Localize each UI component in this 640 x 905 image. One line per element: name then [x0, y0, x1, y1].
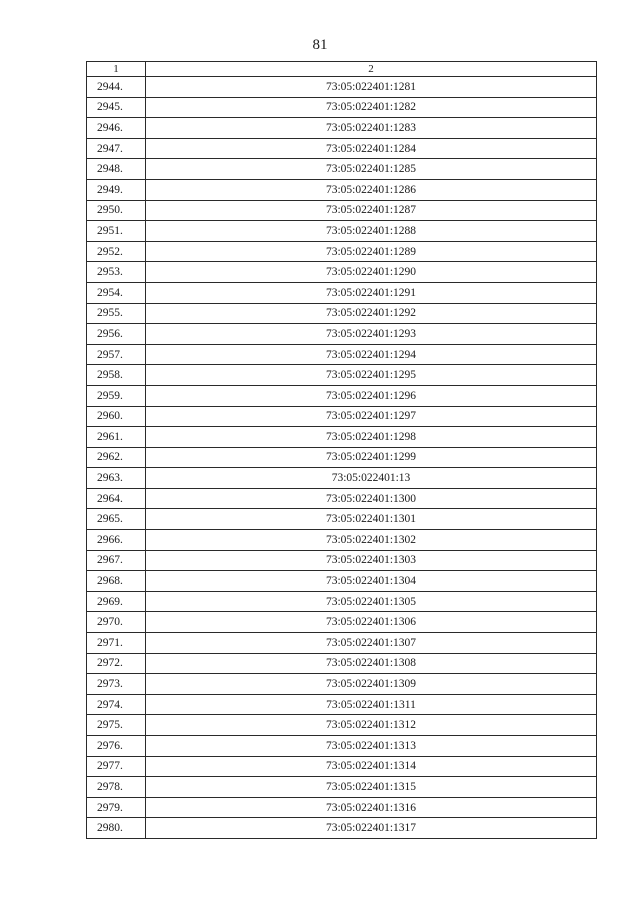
row-number-cell: 2946.: [87, 118, 146, 139]
page-number: 81: [312, 37, 328, 53]
cadastral-number-cell: 73:05:022401:1286: [146, 179, 597, 200]
row-number-cell: 2955.: [87, 303, 146, 324]
row-number-cell: 2947.: [87, 138, 146, 159]
table-row: [87, 653, 597, 674]
cadastral-number-cell: 73:05:022401:1306: [146, 612, 597, 633]
table-row: [87, 818, 597, 839]
cadastral-number-cell: 73:05:022401:1304: [146, 571, 597, 592]
row-number-cell: 2967.: [87, 550, 146, 571]
row-number-cell: 2951.: [87, 221, 146, 242]
row-number-cell: 2956.: [87, 324, 146, 345]
cadastral-number-cell: 73:05:022401:1302: [146, 530, 597, 551]
row-number-cell: 2964.: [87, 488, 146, 509]
cadastral-number-cell: 73:05:022401:1315: [146, 777, 597, 798]
table-row: [87, 97, 597, 118]
table-row: [87, 468, 597, 489]
table-row: [87, 303, 597, 324]
table-row: [87, 591, 597, 612]
row-number-cell: 2966.: [87, 530, 146, 551]
table-row: [87, 344, 597, 365]
table-row: [87, 715, 597, 736]
cadastral-number-cell: 73:05:022401:1290: [146, 262, 597, 283]
cadastral-number-cell: 73:05:022401:1287: [146, 200, 597, 221]
row-number-cell: 2980.: [87, 818, 146, 839]
row-number-cell: 2952.: [87, 241, 146, 262]
row-number-cell: 2949.: [87, 179, 146, 200]
cadastral-number-cell: 73:05:022401:1288: [146, 221, 597, 242]
table-row: [87, 797, 597, 818]
row-number-cell: 2970.: [87, 612, 146, 633]
table-row: [87, 138, 597, 159]
table-row: [87, 282, 597, 303]
cadastral-number-cell: 73:05:022401:1317: [146, 818, 597, 839]
row-number-cell: 2945.: [87, 97, 146, 118]
cadastral-number-cell: 73:05:022401:1294: [146, 344, 597, 365]
cadastral-number-cell: 73:05:022401:1300: [146, 488, 597, 509]
table-row: [87, 694, 597, 715]
table-row: [87, 633, 597, 654]
table-row: [87, 509, 597, 530]
table-header-row: [87, 62, 597, 77]
row-number-cell: 2974.: [87, 694, 146, 715]
cadastral-number-cell: 73:05:022401:1305: [146, 591, 597, 612]
row-number-cell: 2957.: [87, 344, 146, 365]
row-number-cell: 2958.: [87, 365, 146, 386]
row-number-cell: 2944.: [87, 77, 146, 98]
cadastral-number-cell: 73:05:022401:1312: [146, 715, 597, 736]
cadastral-number-cell: 73:05:022401:1299: [146, 447, 597, 468]
cadastral-number-cell: 73:05:022401:1289: [146, 241, 597, 262]
cadastral-number-cell: 73:05:022401:1284: [146, 138, 597, 159]
cadastral-number-cell: 73:05:022401:1298: [146, 427, 597, 448]
table-row: [87, 262, 597, 283]
row-number-cell: 2963.: [87, 468, 146, 489]
row-number-cell: 2961.: [87, 427, 146, 448]
cadastral-number-cell: 73:05:022401:1291: [146, 282, 597, 303]
row-number-cell: 2953.: [87, 262, 146, 283]
cadastral-number-cell: 73:05:022401:1283: [146, 118, 597, 139]
row-number-cell: 2968.: [87, 571, 146, 592]
cadastral-number-cell: 73:05:022401:1316: [146, 797, 597, 818]
row-number-cell: 2971.: [87, 633, 146, 654]
cadastral-number-cell: 73:05:022401:1285: [146, 159, 597, 180]
cadastral-number-cell: 73:05:022401:1313: [146, 736, 597, 757]
row-number-cell: 2975.: [87, 715, 146, 736]
table-row: [87, 118, 597, 139]
row-number-cell: 2969.: [87, 591, 146, 612]
cadastral-number-cell: 73:05:022401:1296: [146, 385, 597, 406]
table-row: [87, 159, 597, 180]
cadastral-number-cell: 73:05:022401:1293: [146, 324, 597, 345]
cadastral-number-cell: 73:05:022401:1282: [146, 97, 597, 118]
cadastral-table: [86, 61, 597, 839]
cadastral-number-cell: 73:05:022401:1311: [146, 694, 597, 715]
table-row: [87, 179, 597, 200]
row-number-cell: 2979.: [87, 797, 146, 818]
table-row: [87, 571, 597, 592]
row-number-cell: 2972.: [87, 653, 146, 674]
table-row: [87, 406, 597, 427]
header-col-2: 2: [146, 62, 597, 77]
row-number-cell: 2965.: [87, 509, 146, 530]
table-row: [87, 674, 597, 695]
row-number-cell: 2977.: [87, 756, 146, 777]
table-row: [87, 324, 597, 345]
table-row: [87, 447, 597, 468]
cadastral-number-cell: 73:05:022401:1297: [146, 406, 597, 427]
row-number-cell: 2976.: [87, 736, 146, 757]
table-row: [87, 736, 597, 757]
row-number-cell: 2950.: [87, 200, 146, 221]
row-number-cell: 2959.: [87, 385, 146, 406]
table-row: [87, 77, 597, 98]
table-row: [87, 756, 597, 777]
table-row: [87, 385, 597, 406]
cadastral-number-cell: 73:05:022401:1281: [146, 77, 597, 98]
table-row: [87, 488, 597, 509]
table-row: [87, 427, 597, 448]
table-row: [87, 777, 597, 798]
cadastral-number-cell: 73:05:022401:1307: [146, 633, 597, 654]
row-number-cell: 2973.: [87, 674, 146, 695]
row-number-cell: 2962.: [87, 447, 146, 468]
header-col-1: 1: [87, 62, 146, 77]
cadastral-number-cell: 73:05:022401:1295: [146, 365, 597, 386]
table-row: [87, 612, 597, 633]
cadastral-number-cell: 73:05:022401:1301: [146, 509, 597, 530]
table-row: [87, 200, 597, 221]
row-number-cell: 2948.: [87, 159, 146, 180]
table-row: [87, 365, 597, 386]
row-number-cell: 2960.: [87, 406, 146, 427]
table-row: [87, 221, 597, 242]
cadastral-number-cell: 73:05:022401:1292: [146, 303, 597, 324]
cadastral-number-cell: 73:05:022401:1309: [146, 674, 597, 695]
cadastral-number-cell: 73:05:022401:1308: [146, 653, 597, 674]
cadastral-number-cell: 73:05:022401:1303: [146, 550, 597, 571]
row-number-cell: 2954.: [87, 282, 146, 303]
cadastral-number-cell: 73:05:022401:1314: [146, 756, 597, 777]
cadastral-number-cell: 73:05:022401:13: [146, 468, 597, 489]
table-body: [87, 62, 597, 839]
table-row: [87, 241, 597, 262]
row-number-cell: 2978.: [87, 777, 146, 798]
table-row: [87, 530, 597, 551]
table-row: [87, 550, 597, 571]
